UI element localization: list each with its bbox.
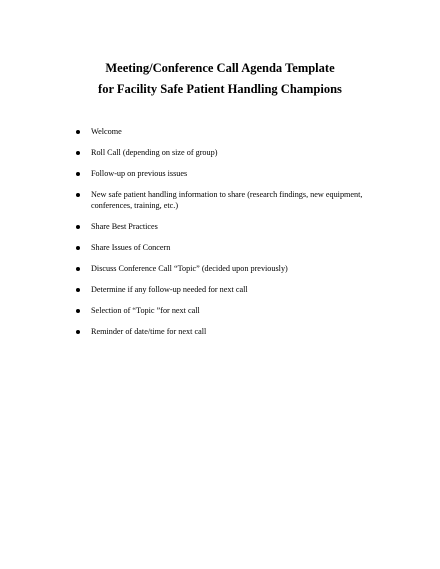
agenda-item-label: Share Issues of Concern [91,243,171,252]
agenda-item-welcome [76,126,366,137]
agenda-item-label: Reminder of date/time for next call [91,327,207,336]
agenda-item-label: New safe patient handling information to share (research findings, new equipment, conferences, training, etc.) [91,190,363,210]
agenda-item-label: Roll Call (depending on size of group) [91,148,218,157]
bullet-icon [76,267,80,271]
agenda-item-new-information [76,189,366,211]
agenda-item-best-practices [76,221,366,232]
bullet-icon [76,225,80,229]
document-title [0,58,440,100]
agenda-item-label: Follow-up on previous issues [91,169,188,178]
bullet-icon [76,193,80,197]
agenda-item-label: Discuss Conference Call “Topic” (decided upon previously) [91,264,288,273]
agenda-list [76,126,366,347]
agenda-item-label: Selection of “Topic ”for next call [91,306,200,315]
agenda-item-topic-selection [76,305,366,316]
title-line-2: for Facility Safe Patient Handling Champions [98,82,342,96]
bullet-icon [76,172,80,176]
agenda-item-label: Welcome [91,127,122,136]
agenda-item-roll-call [76,147,366,158]
bullet-icon [76,288,80,292]
bullet-icon [76,330,80,334]
bullet-icon [76,309,80,313]
agenda-item-issues-of-concern [76,242,366,253]
bullet-icon [76,246,80,250]
bullet-icon [76,151,80,155]
bullet-icon [76,130,80,134]
agenda-item-label: Share Best Practices [91,222,158,231]
agenda-item-reminder [76,326,366,337]
agenda-item-discuss-topic [76,263,366,274]
agenda-item-determine-follow-up [76,284,366,295]
title-line-1: Meeting/Conference Call Agenda Template [105,61,335,75]
agenda-item-label: Determine if any follow-up needed for next call [91,285,248,294]
agenda-item-follow-up [76,168,366,179]
